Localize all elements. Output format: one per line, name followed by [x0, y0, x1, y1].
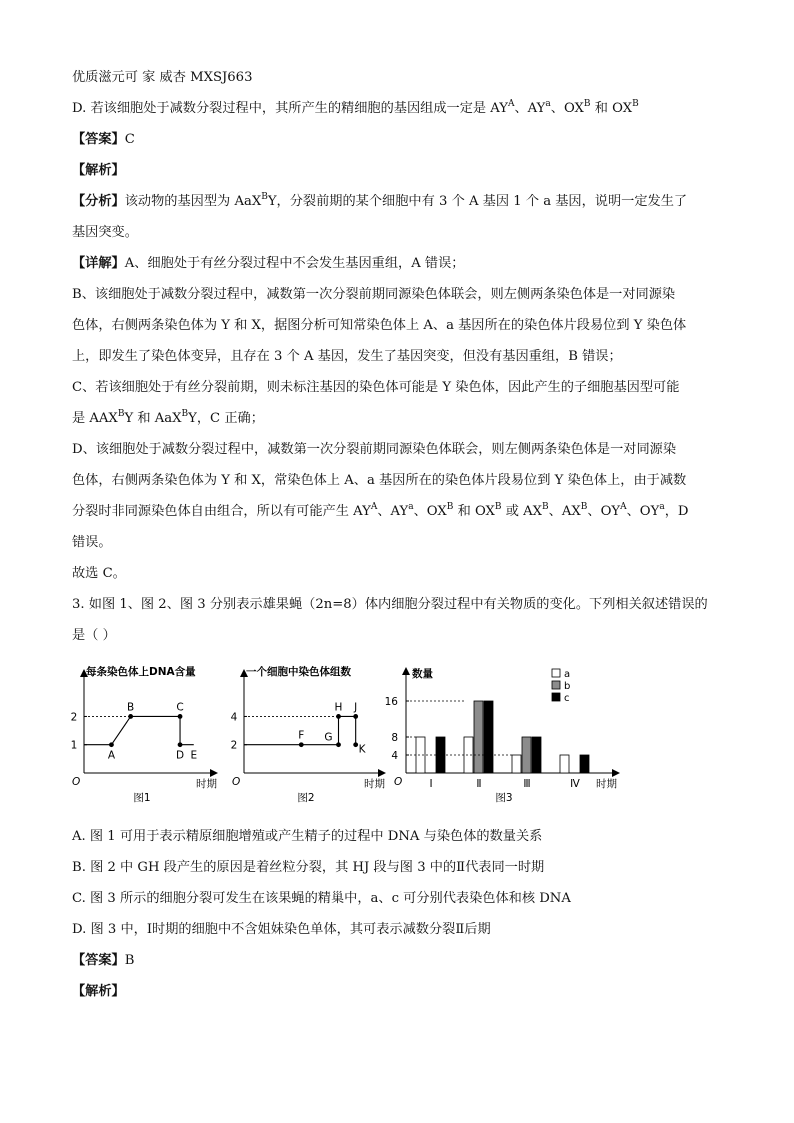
q3-stem-line1: 3. 如图 1、图 2、图 3 分别表示雄果蝇（2n=8）体内细胞分裂过程中有关物质的变化。下列相关叙述错误的 [72, 597, 708, 612]
point-label: B [127, 701, 135, 714]
figure-title: 图2 [297, 792, 315, 804]
data-point [336, 742, 341, 747]
bar-c [580, 755, 589, 773]
figure-2 [231, 665, 386, 804]
data-point [299, 742, 304, 747]
y-tick-label: 1 [70, 739, 78, 752]
data-point [353, 714, 358, 719]
y-tick-label: 8 [391, 732, 398, 744]
q3-analysis-heading: 【解析】 [72, 984, 125, 999]
q2-explain-b3: 上，即发生了染色体变异，且存在 3 个 A 基因，发生了基因突变，但没有基因重组，B 错误； [72, 349, 622, 364]
y-axis-label: 每条染色体上DNA含量 [86, 666, 196, 678]
figure-title: 图3 [495, 792, 513, 804]
q2-answer: 【答案】C [72, 132, 135, 147]
y-tick-label: 4 [230, 711, 238, 724]
q3-answer: 【答案】B [72, 953, 135, 968]
q2-explain-b1: B、该细胞处于减数分裂过程中，减数第一次分裂前期同源染色体联会，则左侧两条染色体是一对同源染 [72, 287, 676, 302]
q2-explain-b2: 色体，右侧两条染色体为 Y 和 X，据图分析可知常染色体上 A、a 基因所在的染色体片段易位到 Y 染色体 [72, 318, 687, 333]
x-axis-label: 时期 [196, 778, 217, 790]
figure-3 [385, 667, 618, 804]
point-label: G [324, 731, 333, 744]
x-axis-label: 时期 [364, 778, 385, 790]
q2-conclusion: 故选 C。 [72, 566, 126, 581]
point-label: C [176, 701, 184, 714]
y-axis-label: 一个细胞中染色体组数 [246, 666, 351, 678]
q3-option-b: B. 图 2 中 GH 段产生的原因是着丝粒分裂，其 HJ 段与图 3 中的Ⅱ代表同一时期 [72, 860, 545, 875]
x-axis-label: 时期 [596, 778, 617, 790]
figures-svg [72, 655, 732, 815]
category-label: Ⅱ [476, 778, 482, 790]
y-axis-label: 数量 [412, 668, 433, 680]
y-tick-label: 16 [384, 696, 398, 708]
bar-c [484, 701, 493, 773]
point-label: A [107, 749, 116, 762]
q2-explain-d1: D、该细胞处于减数分裂过程中，减数第一次分裂前期同源染色体联会，则左侧两条染色体是一对同源染 [72, 442, 677, 457]
y-tick-label: 4 [391, 750, 398, 762]
y-tick-label: 2 [230, 739, 238, 752]
origin-label: O [232, 776, 241, 788]
data-point [128, 714, 133, 719]
q2-analysis-heading: 【解析】 [72, 163, 125, 178]
q2-explain-d3: 分裂时非同源染色体自由组合，所以有可能产生 $AY^A$、$AY^a$、$OX^B$ 和 $OX^B$ 或 $AX^B$、$AX^B$、$OY^A$、$OY^a$，D [72, 502, 689, 519]
q3-figures [72, 655, 732, 815]
q2-option-d: D. 若该细胞处于减数分裂过程中，其所产生的精细胞的基因组成一定是 $AY^A$、$AY^a$、$OX^B$ 和 $OX^B$ [72, 99, 639, 116]
q2-xiangjie-a: 【详解】A、细胞处于有丝分裂过程中不会发生基因重组，A 错误； [72, 256, 465, 271]
data-line [84, 716, 194, 744]
q3-option-d: D. 图 3 中，Ⅰ时期的细胞中不含姐妹染色单体，其可表示减数分裂Ⅱ后期 [72, 922, 491, 937]
q3-option-c: C. 图 3 所示的细胞分裂可发生在该果蝇的精巢中，a、c 可分别代表染色体和核 DNA [72, 891, 571, 906]
point-label: F [298, 729, 305, 742]
data-point [353, 742, 358, 747]
point-label: J [354, 701, 358, 714]
q2-explain-d2: 色体，右侧两条染色体为 Y 和 X，常染色体上 A、a 基因所在的染色体片段易位到 Y 染色体上，由于减数 [72, 473, 687, 488]
q2-explain-d4: 错误。 [72, 535, 112, 550]
point-label: D [175, 749, 185, 762]
figure-1 [71, 665, 218, 804]
point-label: K [358, 743, 366, 756]
bar-c [532, 737, 541, 773]
point-label: E [190, 749, 198, 762]
legend-swatch-c [552, 693, 560, 701]
category-label: Ⅲ [523, 778, 531, 790]
y-tick-label: 2 [70, 711, 78, 724]
figure-title: 图1 [133, 792, 151, 804]
data-point [178, 714, 183, 719]
q2-fenxi-line1: 【分析】该动物的基因型为 AaX$^B$Y，分裂前期的某个细胞中有 3 个 A 基因 1 个 a 基因，说明一定发生了 [72, 192, 688, 209]
page-header: 优质滋元可 家 威杏 MXSJ663 [72, 70, 253, 85]
origin-label: O [394, 776, 403, 788]
q2-explain-c1: C、若该细胞处于有丝分裂前期，则未标注基因的染色体可能是 Y 染色体，因此产生的子细胞基因型可能 [72, 380, 680, 395]
bar-a [512, 755, 521, 773]
legend-label-c: c [564, 693, 570, 704]
bar-b [474, 701, 483, 773]
legend-swatch-a [552, 669, 560, 677]
category-label: Ⅳ [570, 778, 580, 790]
origin-label: O [72, 776, 81, 788]
point-label: H [334, 701, 343, 714]
q2-fenxi-line2: 基因突变。 [72, 225, 138, 240]
legend-label-b: b [564, 681, 571, 692]
legend-swatch-b [552, 681, 560, 689]
page-content [72, 62, 732, 1007]
q3-option-a: A. 图 1 可用于表示精原细胞增殖或产生精子的过程中 DNA 与染色体的数量关系 [72, 829, 543, 844]
legend-label-a: a [564, 669, 571, 680]
data-point [178, 742, 183, 747]
data-point [336, 714, 341, 719]
category-label: Ⅰ [429, 778, 433, 790]
q3-stem-line2: 是（ ） [72, 628, 116, 643]
q2-explain-c2: 是 $AAX^BY$ 和 AaX$^B$Y，C 正确； [72, 409, 264, 426]
bar-b [522, 737, 531, 773]
data-point [109, 742, 114, 747]
bar-a [560, 755, 569, 773]
